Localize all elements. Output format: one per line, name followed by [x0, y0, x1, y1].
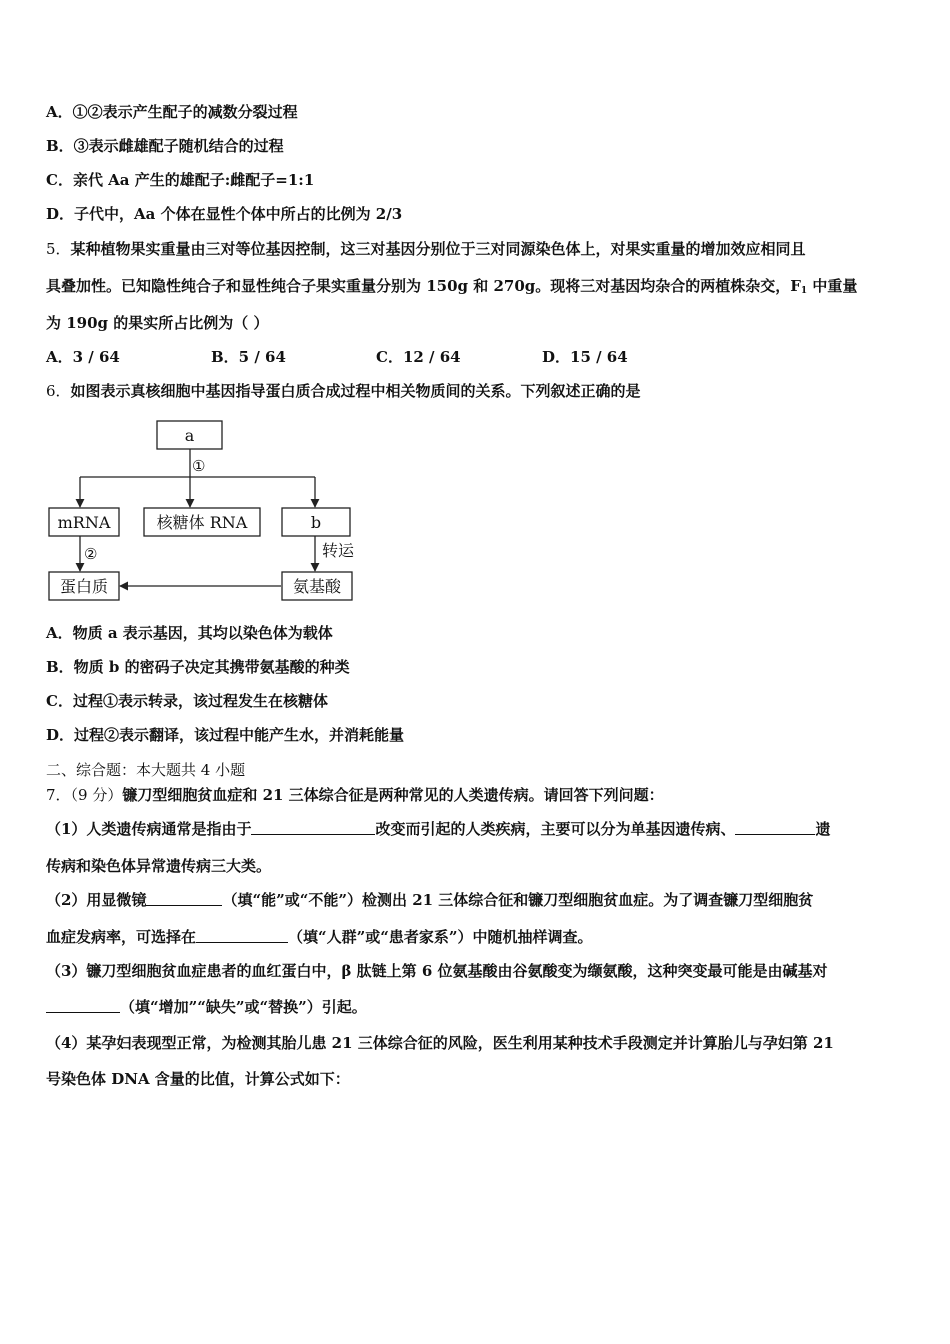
q7-part4-line2: 号染色体 DNA 含量的比值，计算公式如下：: [46, 1070, 350, 1088]
gene-expression-diagram: [40, 414, 370, 609]
q7-part3-line1: （3）镰刀型细胞贫血症患者的血红蛋白中，β 肽链上第 6 位氨基酸由谷氨酸变为缬氨酸，这种突变最可能是由碱基对: [46, 962, 828, 980]
label-mrna: mRNA: [57, 513, 111, 532]
q6-option-c: C．过程①表示转录，该过程发生在核糖体: [46, 692, 328, 710]
blank-1[interactable]: [251, 820, 375, 835]
q7-part1-line1: （1）人类遗传病通常是指由于 改变而引起的人类疾病，主要可以分为单基因遗传病、 遗: [46, 820, 831, 838]
q5-option-c: C．12 / 64: [376, 348, 461, 366]
q5-options: [46, 347, 906, 367]
q6-number: 6．: [46, 382, 71, 400]
q7-stem: 7．（9 分）镰刀型细胞贫血症和 21 三体综合征是两种常见的人类遗传病。请回答下列问题：: [46, 786, 664, 804]
label-step-2: ②: [84, 545, 98, 563]
label-protein: 蛋白质: [59, 577, 109, 596]
q6-option-b: B．物质 b 的密码子决定其携带氨基酸的种类: [46, 658, 350, 676]
label-step-1: ①: [192, 457, 206, 475]
blank-4[interactable]: [196, 928, 288, 943]
q6-option-d: D．过程②表示翻译，该过程中能产生水，并消耗能量: [46, 726, 405, 744]
label-transport: 转运: [322, 541, 355, 560]
q7-part2-line2: 血症发病率，可选择在 （填“人群”或“患者家系”）中随机抽样调查。: [46, 928, 593, 946]
q5-option-b: B．5 / 64: [211, 348, 286, 366]
q6-option-a: A．物质 a 表示基因，其均以染色体为载体: [46, 624, 333, 642]
blank-2[interactable]: [735, 820, 815, 835]
q4-option-d: D．子代中，Aa 个体在显性个体中所占的比例为 2/3: [46, 205, 403, 223]
q4-option-c: C．亲代 Aa 产生的雄配子:雌配子=1:1: [46, 171, 315, 189]
q4-option-b: B．③表示雌雄配子随机结合的过程: [46, 137, 284, 155]
q5-option-d: D．15 / 64: [542, 348, 628, 366]
q7-part2-line1: （2）用显微镜 （填“能”或“不能”）检测出 21 三体综合征和镰刀型细胞贫血症。为了调查镰刀型细胞贫: [46, 891, 814, 909]
label-amino-acid: 氨基酸: [292, 577, 342, 596]
q6-stem: 6．如图表示真核细胞中基因指导蛋白质合成过程中相关物质间的关系。下列叙述正确的是: [46, 382, 641, 400]
q7-score: （9 分）: [70, 786, 123, 804]
q5-option-a: A．3 / 64: [46, 348, 120, 366]
q7-part3-line2: （填“增加”“缺失”或“替换”）引起。: [46, 997, 367, 1017]
f1-subscript: 1: [800, 286, 808, 296]
label-rrna: 核糖体 RNA: [156, 513, 248, 532]
q5-number: 5．: [46, 240, 71, 258]
q5-stem-line2: 具叠加性。已知隐性纯合子和显性纯合子果实重量分别为 150g 和 270g。现将三对基因均杂合的两植株杂交，$F_1$ 中重量: [46, 277, 858, 296]
q7-part4-line1: （4）某孕妇表现型正常，为检测其胎儿患 21 三体综合征的风险，医生利用某种技术手段测定并计算胎儿与孕妇第 21: [46, 1034, 834, 1052]
q4-option-a: A．①②表示产生配子的减数分裂过程: [46, 103, 298, 121]
q7-part1-line2: 传病和染色体异常遗传病三大类。: [46, 857, 272, 875]
label-a: a: [184, 426, 195, 445]
q5-stem-line3: 为 190g 的果实所占比例为（ ）: [46, 314, 269, 332]
q5-stem-line1: 5．某种植物果实重量由三对等位基因控制，这三对基因分别位于三对同源染色体上，对果实重量的增加效应相同且: [46, 240, 806, 258]
blank-3[interactable]: [146, 891, 222, 906]
section-heading: 二、综合题：本大题共 4 小题: [46, 761, 246, 779]
blank-5[interactable]: [46, 998, 120, 1013]
q7-number: 7．: [46, 786, 71, 804]
label-b: b: [310, 513, 322, 532]
